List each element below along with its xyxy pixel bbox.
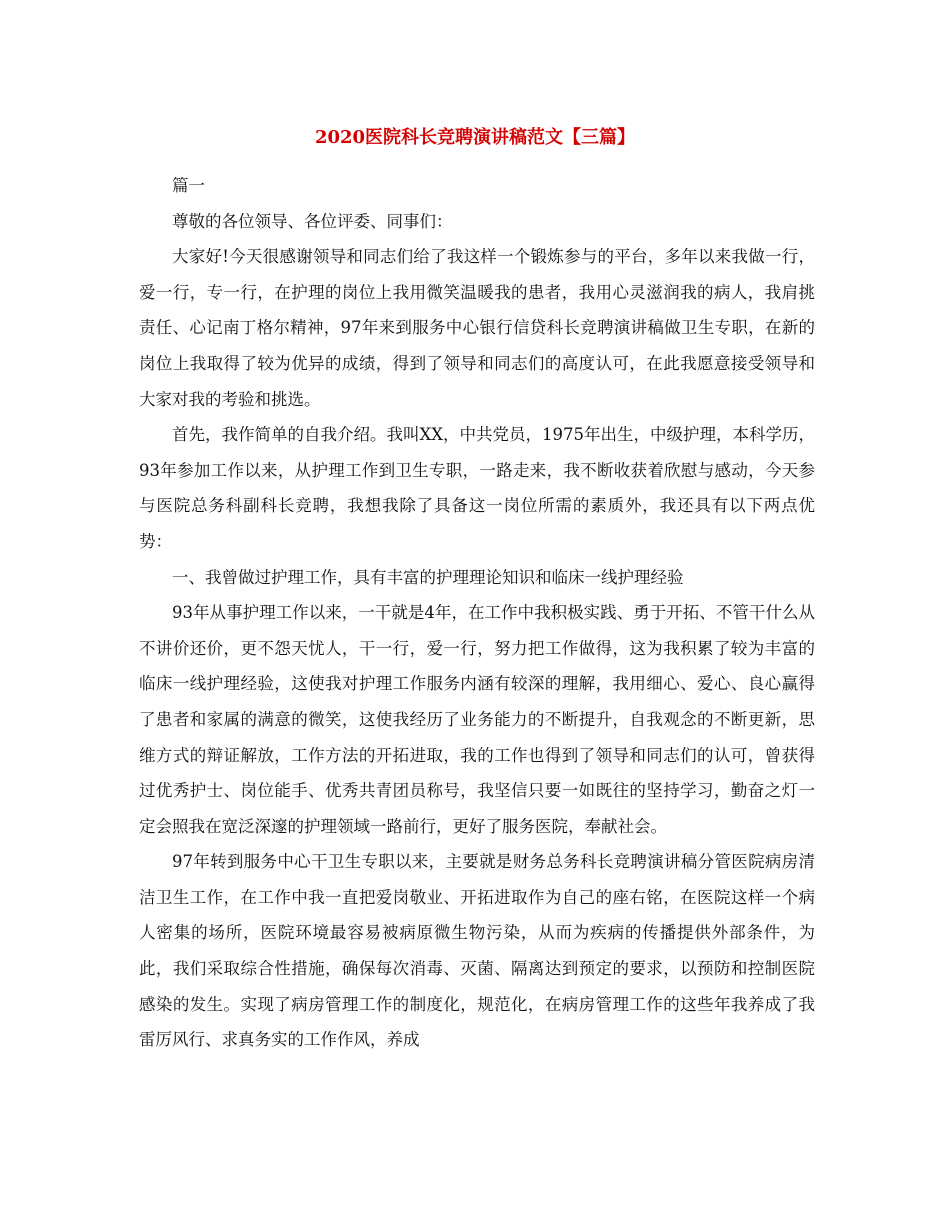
document-body — [139, 168, 815, 1058]
document-title: 2020医院科长竞聘演讲稿范文【三篇】 — [314, 127, 636, 148]
section-heading: 篇一 — [172, 176, 205, 195]
paragraph: 93年从事护理工作以来，一干就是4年，在工作中我积极实践、勇于开拓、不管干什么从不讲价还价，更不怨天忧人，干一行，爱一行，努力把工作做得，这为我积累了较为丰富的临床一线护理经验，这使我对护理工作服务内涵有较深的理解，我用细心、爱心、良心赢得了患者和家属的满意的微笑，这使我经历了业务能力的不断提升，自我观念的不断更新，思维方式的辩证解放，工作方法的开拓进取，我的工作也得到了领导和同志们的认可，曾获得过优秀护士、岗位能手、优秀共青团员称号，我坚信只要一如既往的坚持学习，勤奋之灯一定会照我在宽泛深邃的护理领域一路前行，更好了服务医院，奉献社会。 — [139, 603, 815, 836]
paragraph: 首先，我作简单的自我介绍。我叫XX，中共党员，1975年出生，中级护理，本科学历，93年参加工作以来，从护理工作到卫生专职，一路走来，我不断收获着欣慰与感动，今天参与医院总务科副科长竞聘，我想我除了具备这一岗位所需的素质外，我还具有以下两点优势： — [139, 425, 815, 551]
subheading: 一、我曾做过护理工作，具有丰富的护理理论知识和临床一线护理经验 — [172, 567, 684, 587]
paragraph: 大家好!今天很感谢领导和同志们给了我这样一个锻炼参与的平台，多年以来我做一行，爱一行，专一行，在护理的岗位上我用微笑温暖我的患者，我用心灵滋润我的病人，我肩挑责任、心记南丁格尔精神，97年来到服务中心银行信贷科长竞聘演讲稿做卫生专职，在新的岗位上我取得了较为优异的成绩，得到了领导和同志们的高度认可，在此我愿意接受领导和大家对我的考验和挑选。 — [139, 247, 815, 409]
salutation: 尊敬的各位领导、各位评委、同事们： — [172, 211, 453, 231]
paragraph: 97年转到服务中心干卫生专职以来，主要就是财务总务科长竞聘演讲稿分管医院病房清洁卫生工作，在工作中我一直把爱岗敬业、开拓进取作为自己的座右铭，在医院这样一个病人密集的场所，医院环境最容易被病原微生物污染，从而为疾病的传播提供外部条件，为此，我们采取综合性措施，确保每次消毒、灭菌、隔离达到预定的要求，以预防和控制医院感染的发生。实现了病房管理工作的制度化，规范化，在病房管理工作的这些年我养成了我雷厉风行、求真务实的工作作风，养成 — [139, 852, 815, 1050]
